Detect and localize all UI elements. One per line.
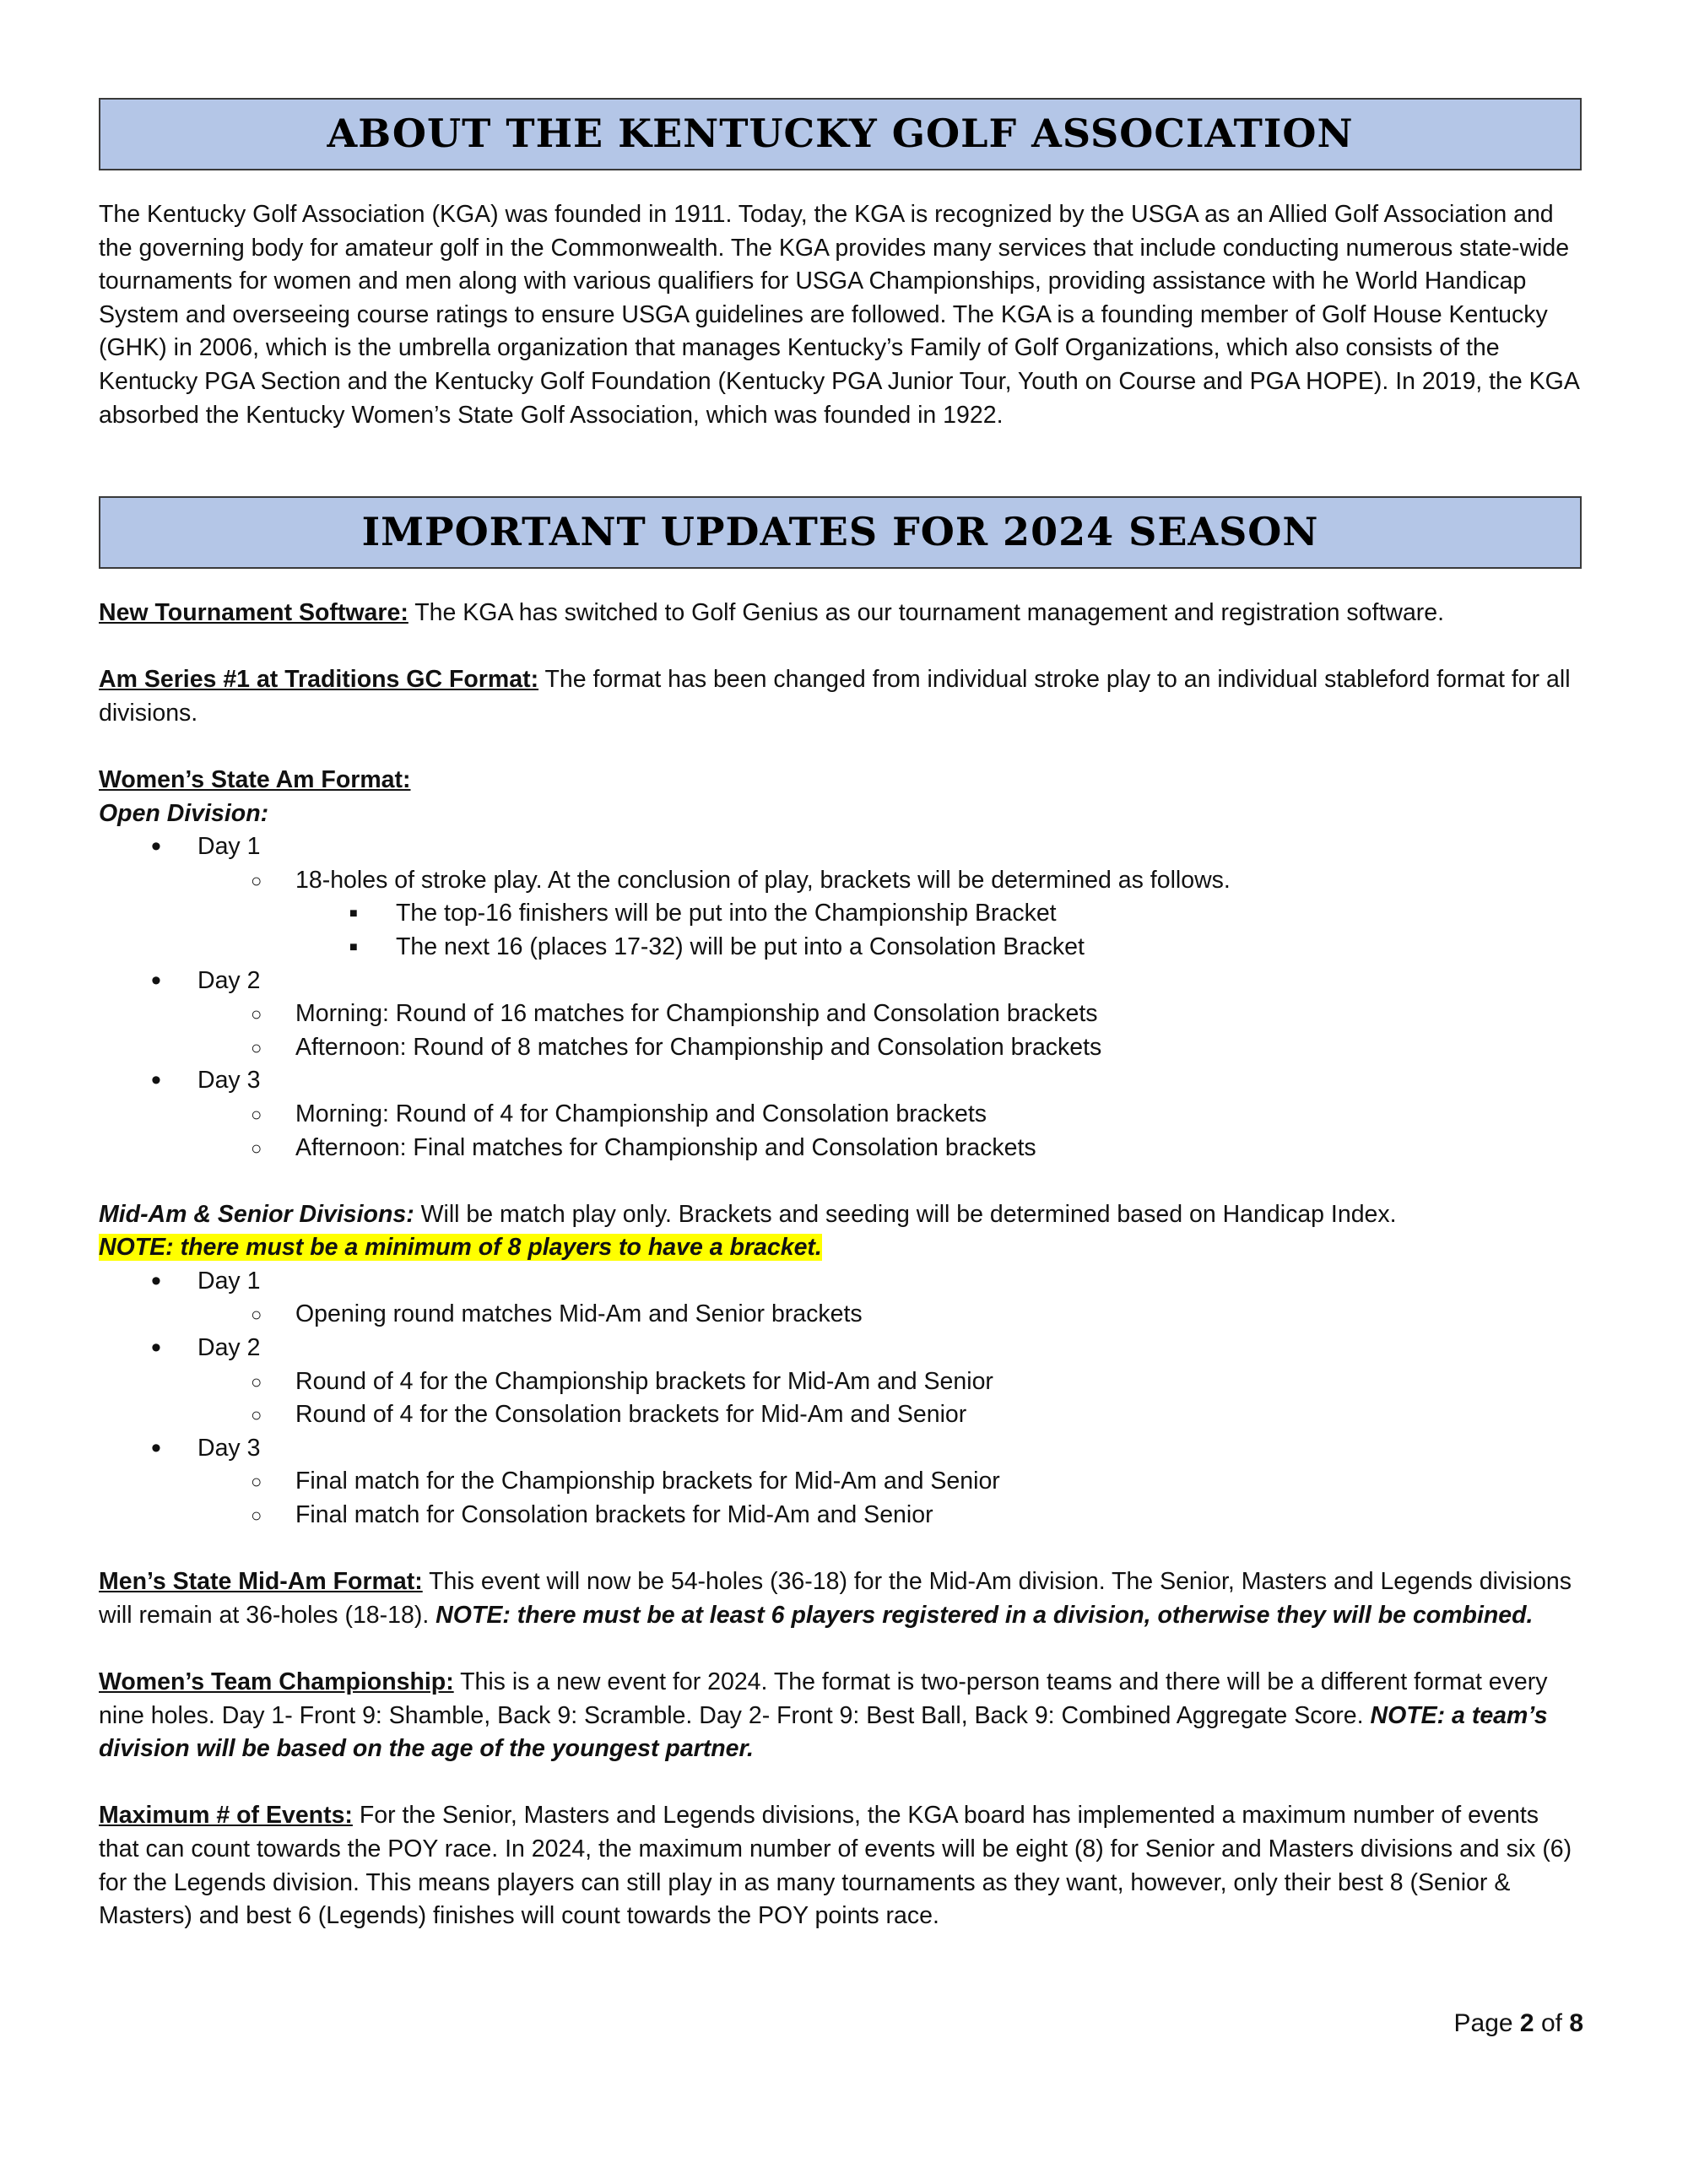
list-item	[99, 1031, 1584, 1065]
list-item	[99, 1499, 1584, 1533]
list-item-text: Afternoon: Round of 8 matches for Championship and Consolation brackets	[295, 1033, 1102, 1061]
list-item	[99, 1064, 1584, 1098]
max-events-update: Maximum # of Events: For the Senior, Masters and Legends divisions, the KGA board has implemented a maximum number of events that can count towards the POY race. In 2024, the maximum number of events will be eight (8) for Senior and Masters divisions and six (6) for the Legends division. This means players can still play in as many tournaments as they want, however, only their best 8 (Senior & Masters) and best 6 (Legends) finishes will count towards the POY points race.	[99, 1802, 1572, 1930]
bullet-dot-icon: •	[151, 830, 161, 863]
bullet-circle-icon: ○	[251, 1137, 262, 1159]
list-item	[99, 931, 1584, 965]
list-item-text: Morning: Round of 4 for Championship and Consolation brackets	[295, 1100, 987, 1127]
bullet-dot-icon: •	[151, 964, 161, 997]
list-item-text: Afternoon: Final matches for Championship and Consolation brackets	[295, 1133, 1036, 1161]
list-item	[99, 1098, 1584, 1132]
list-item-text: Day 3	[197, 1067, 261, 1095]
open-division-list	[99, 830, 1584, 1165]
list-item-text: Day 1	[197, 833, 261, 861]
page-number: Page 2 of 8	[1453, 2009, 1583, 2037]
bullet-square-icon: ■	[349, 939, 358, 954]
list-item-text: Day 2	[197, 1334, 261, 1362]
bullet-circle-icon: ○	[251, 1103, 262, 1125]
amseries-update: Am Series #1 at Traditions GC Format: The format has been changed from individual stroke play to an individual stableford format for all divisions.	[99, 666, 1571, 727]
bullet-circle-icon: ○	[251, 1471, 262, 1493]
list-item	[99, 1432, 1584, 1466]
list-item-text: Day 3	[197, 1434, 261, 1462]
bullet-dot-icon: •	[151, 1264, 161, 1297]
updates-content	[99, 597, 1584, 1933]
bullet-circle-icon: ○	[251, 1036, 262, 1058]
bullet-circle-icon: ○	[251, 1370, 262, 1392]
open-division-label: Open Division:	[99, 799, 269, 827]
list-item-text: Round of 4 for the Consolation brackets for Mid-Am and Senior	[295, 1401, 967, 1429]
list-item-text: 18-holes of stroke play. At the conclusion of play, brackets will be determined as follows.	[295, 866, 1231, 894]
bullet-circle-icon: ○	[251, 1304, 262, 1326]
list-item	[99, 965, 1584, 998]
list-item-text: Final match for Consolation brackets for Mid-Am and Senior	[295, 1501, 933, 1529]
list-item-text: Round of 4 for the Championship brackets for Mid-Am and Senior	[295, 1367, 993, 1395]
list-item	[99, 1365, 1584, 1399]
section-header-updates: IMPORTANT UPDATES FOR 2024 SEASON	[99, 496, 1582, 569]
bullet-circle-icon: ○	[251, 1003, 262, 1025]
list-item	[99, 1298, 1584, 1332]
midam-senior-paragraph: Mid-Am & Senior Divisions: Will be match play only. Brackets and seeding will be determined based on Handicap Index.	[99, 1200, 1397, 1228]
list-item-text: Day 1	[197, 1267, 261, 1295]
list-item	[99, 897, 1584, 931]
list-item	[99, 830, 1584, 864]
midam-senior-list	[99, 1265, 1584, 1533]
bullet-dot-icon: •	[151, 1431, 161, 1464]
list-item-text: Opening round matches Mid-Am and Senior brackets	[295, 1300, 863, 1328]
bullet-circle-icon: ○	[251, 1404, 262, 1426]
bullet-circle-icon: ○	[251, 869, 262, 891]
list-item	[99, 1398, 1584, 1432]
bullet-circle-icon: ○	[251, 1505, 262, 1527]
section-header-about: ABOUT THE KENTUCKY GOLF ASSOCIATION	[99, 98, 1582, 170]
list-item-text: Final match for the Championship brackets for Mid-Am and Senior	[295, 1468, 1000, 1495]
bullet-square-icon: ■	[349, 906, 358, 922]
bullet-dot-icon: •	[151, 1064, 161, 1097]
womens-state-heading: Women’s State Am Format:	[99, 765, 411, 793]
midam-note-highlight: NOTE: there must be a minimum of 8 players to have a bracket.	[99, 1234, 822, 1262]
about-paragraph: The Kentucky Golf Association (KGA) was founded in 1911. Today, the KGA is recognized by the USGA as an Allied Golf Association and the governing body for amateur golf in the Commonwealth. The KGA provides many services that include conducting numerous state-wide tournaments for women and men along with various qualifiers for USGA Championships, providing assistance with he World Handicap System and overseeing course ratings to ensure USGA guidelines are followed. The KGA is a founding member of Golf House Kentucky (GHK) in 2006, which is the umbrella organization that manages Kentucky’s Family of Golf Organizations, which also consists of the Kentucky PGA Section and the Kentucky Golf Foundation (Kentucky PGA Junior Tour, Youth on Course and PGA HOPE). In 2019, the KGA absorbed the Kentucky Women’s State Golf Association, which was founded in 1922.	[99, 201, 1579, 429]
list-item	[99, 1132, 1584, 1165]
list-item-text: Morning: Round of 16 matches for Championship and Consolation brackets	[295, 1000, 1098, 1028]
bullet-dot-icon: •	[151, 1332, 161, 1365]
list-item-text: The next 16 (places 17-32) will be put into a Consolation Bracket	[396, 933, 1085, 960]
list-item	[99, 997, 1584, 1031]
mens-midam-update: Men’s State Mid-Am Format: This event will now be 54-holes (36-18) for the Mid-Am division. The Senior, Masters and Legends divisions will remain at 36-holes (18-18). NOTE: there must be at least 6 players registered in a division, otherwise they will be combined.	[99, 1568, 1572, 1629]
list-item-text: The top-16 finishers will be put into the Championship Bracket	[396, 900, 1057, 927]
software-update: New Tournament Software: The KGA has switched to Golf Genius as our tournament management and registration software.	[99, 599, 1445, 626]
list-item-text: Day 2	[197, 966, 261, 994]
list-item	[99, 1332, 1584, 1365]
list-item	[99, 864, 1584, 898]
list-item	[99, 1265, 1584, 1299]
womens-team-update: Women’s Team Championship: This is a new event for 2024. The format is two-person teams and there will be a different format every nine holes. Day 1- Front 9: Shamble, Back 9: Scramble. Day 2- Front 9: Best Ball, Back 9: Combined Aggregate Score. NOTE: a team’s division will be based on the age of the youngest partner.	[99, 1668, 1548, 1763]
list-item	[99, 1465, 1584, 1499]
